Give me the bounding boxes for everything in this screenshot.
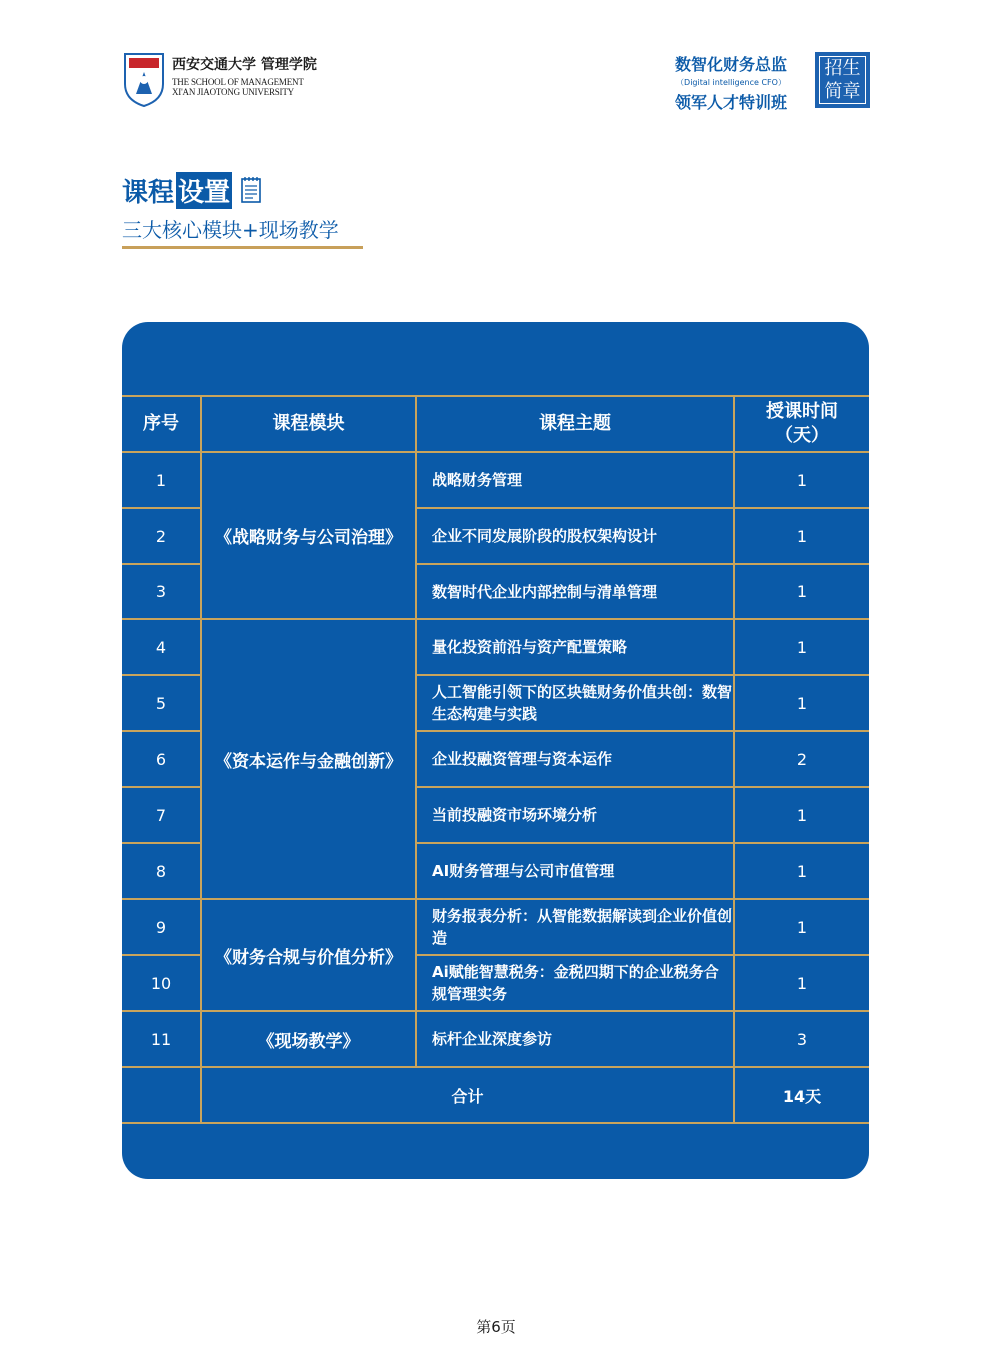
- table-row: [122, 899, 869, 955]
- course-table-card: [122, 322, 869, 1179]
- row-topic: 企业投融资管理与资本运作: [416, 731, 734, 787]
- row-topic: 财务报表分析：从智能数据解读到企业价值创造: [416, 899, 734, 955]
- row-topic: AI财务管理与公司市值管理: [416, 843, 734, 899]
- header-module: 课程模块: [201, 396, 416, 452]
- section-title: [122, 172, 262, 208]
- total-empty-cell: [122, 1067, 201, 1123]
- brochure-badge: [815, 52, 870, 108]
- header-no: 序号: [122, 396, 201, 452]
- row-no: 8: [122, 843, 201, 899]
- row-topic: 量化投资前沿与资产配置策略: [416, 619, 734, 675]
- row-days: 1: [734, 508, 869, 564]
- row-days: 1: [734, 899, 869, 955]
- row-days: 2: [734, 731, 869, 787]
- table-row: [122, 619, 869, 675]
- row-topic: 标杆企业深度参访: [416, 1011, 734, 1067]
- row-days: 1: [734, 843, 869, 899]
- module-cell: 《财务合规与价值分析》: [201, 899, 416, 1011]
- row-no: 9: [122, 899, 201, 955]
- header-days: [734, 396, 869, 452]
- row-no: 5: [122, 675, 201, 731]
- header-days-line2: （天）: [775, 425, 829, 446]
- header-topic: 课程主题: [416, 396, 734, 452]
- row-days: 1: [734, 787, 869, 843]
- school-crest-icon: [122, 50, 166, 108]
- table-row: [122, 452, 869, 508]
- school-name-en-1: THE SCHOOL OF MANAGEMENT: [172, 77, 304, 87]
- row-days: 1: [734, 564, 869, 619]
- row-no: 2: [122, 508, 201, 564]
- row-days: 3: [734, 1011, 869, 1067]
- section-underline: [122, 246, 363, 249]
- total-row: [122, 1067, 869, 1123]
- badge-line2: 简章: [824, 81, 861, 102]
- row-topic: 当前投融资市场环境分析: [416, 787, 734, 843]
- school-name-en-2: XI'AN JIAOTONG UNIVERSITY: [172, 87, 294, 97]
- header-days-line1: 授课时间: [766, 401, 838, 422]
- table-row: [122, 1011, 869, 1067]
- row-no: 1: [122, 452, 201, 508]
- table-header-row: [122, 396, 869, 452]
- module-cell: 《资本运作与金融创新》: [201, 619, 416, 899]
- section-subtitle: 三大核心模块+现场教学: [122, 218, 339, 242]
- section-title-b: 设置: [176, 172, 232, 209]
- document-icon: [240, 176, 262, 204]
- row-no: 7: [122, 787, 201, 843]
- row-topic: 企业不同发展阶段的股权架构设计: [416, 508, 734, 564]
- row-no: 3: [122, 564, 201, 619]
- program-title-line2: （Digital intelligence CFO）: [676, 78, 786, 87]
- row-no: 6: [122, 731, 201, 787]
- school-logo: [122, 50, 332, 110]
- badge-line1: 招生: [824, 58, 861, 79]
- module-cell: 《现场教学》: [201, 1011, 416, 1067]
- row-days: 1: [734, 452, 869, 508]
- course-table: [122, 395, 869, 1124]
- row-days: 1: [734, 619, 869, 675]
- total-value: 14天: [734, 1067, 869, 1123]
- row-no: 4: [122, 619, 201, 675]
- school-name-cn: 西安交通大学 管理学院: [172, 57, 317, 73]
- program-title-line1: 数智化财务总监: [674, 55, 787, 74]
- row-no: 10: [122, 955, 201, 1011]
- row-days: 1: [734, 955, 869, 1011]
- row-no: 11: [122, 1011, 201, 1067]
- row-topic: 战略财务管理: [416, 452, 734, 508]
- page-number: 第6页: [476, 1318, 516, 1336]
- module-cell: 《战略财务与公司治理》: [201, 452, 416, 619]
- row-days: 1: [734, 675, 869, 731]
- section-title-a: 课程: [122, 177, 175, 208]
- total-label: 合计: [201, 1067, 734, 1123]
- program-title-line3: 领军人才特训班: [674, 93, 787, 112]
- row-topic: 数智时代企业内部控制与清单管理: [416, 564, 734, 619]
- row-topic: 人工智能引领下的区块链财务价值共创：数智生态构建与实践: [416, 675, 734, 731]
- row-topic: Ai赋能智慧税务：金税四期下的企业税务合规管理实务: [416, 955, 734, 1011]
- program-title: [656, 52, 806, 113]
